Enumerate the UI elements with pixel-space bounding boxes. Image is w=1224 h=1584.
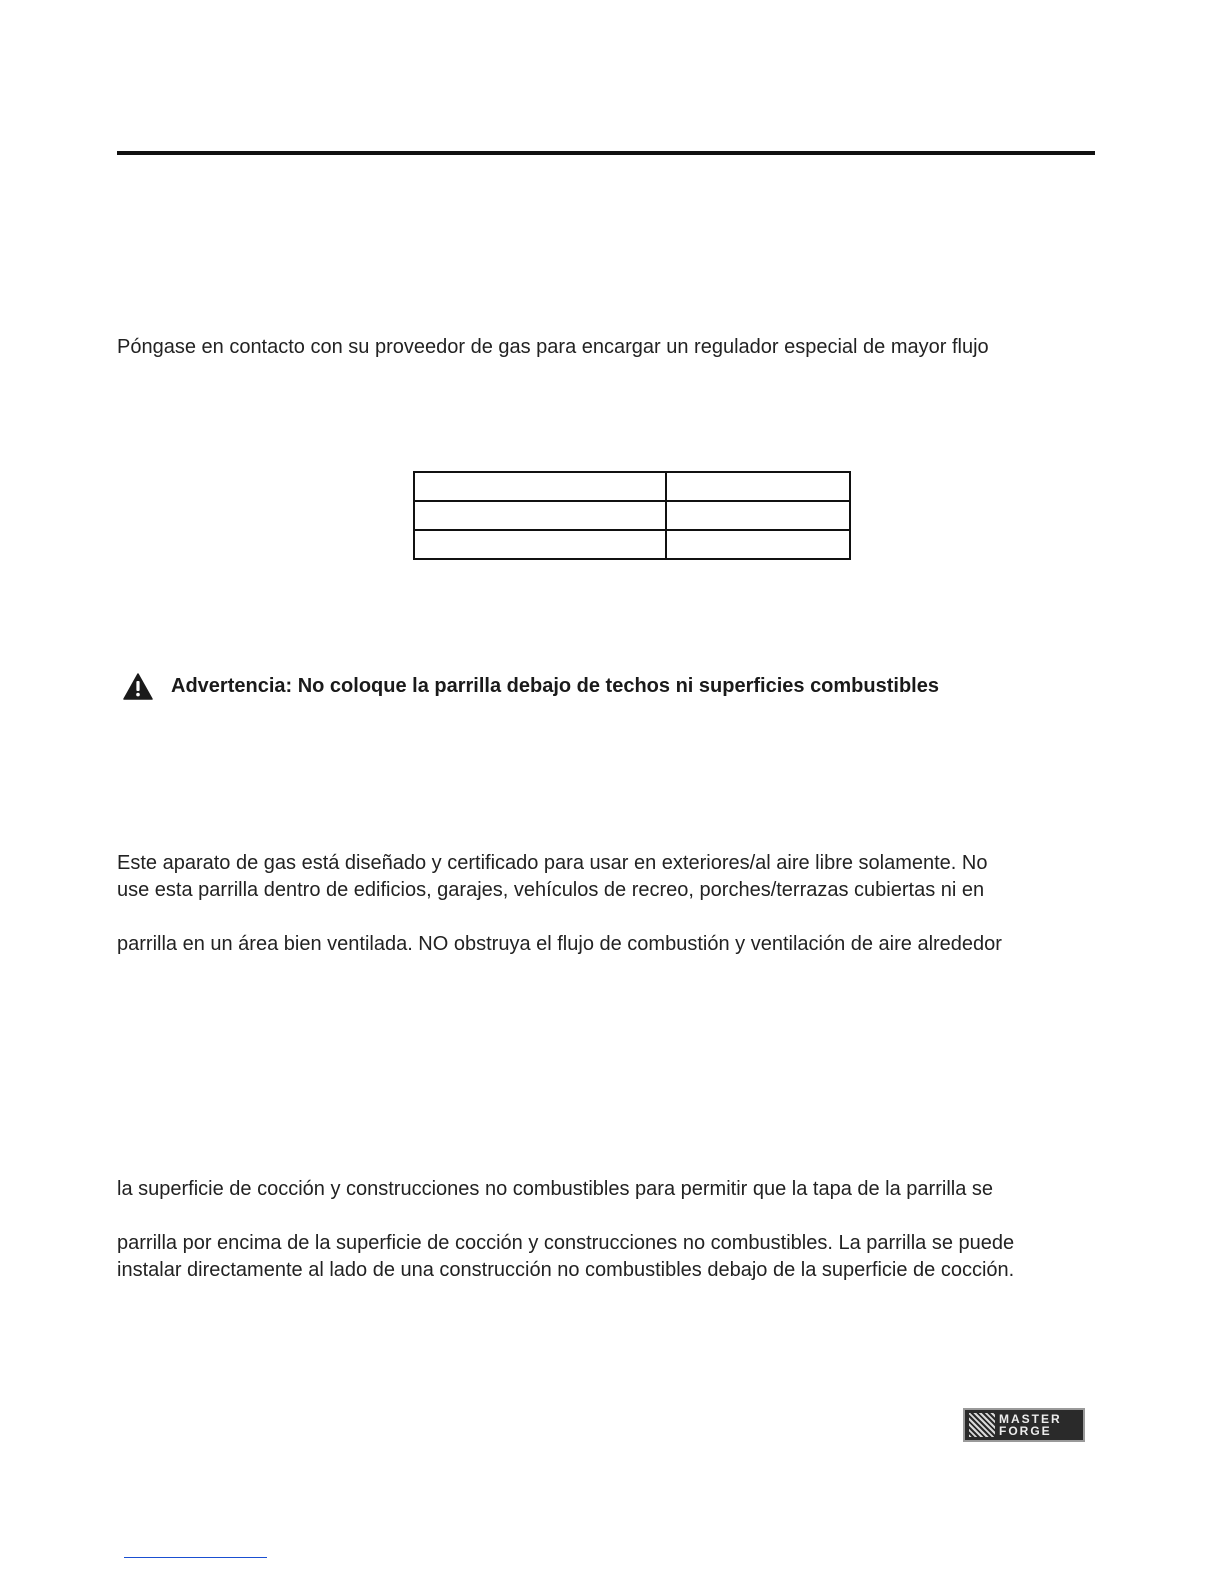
table-cell — [666, 530, 850, 559]
regulator-paragraph: Póngase en contacto con su proveedor de gas para encargar un regulador especial de mayor flujo — [117, 336, 989, 358]
logo-wordmark — [999, 1413, 1062, 1437]
master-forge-logo — [963, 1408, 1085, 1442]
clearance-paragraph-line-1: la superficie de cocción y construcciones no combustibles para permitir que la tapa de la parrilla se — [117, 1178, 994, 1200]
logo-line-2: FORGE — [999, 1424, 1052, 1438]
header-rule — [117, 151, 1095, 155]
table-row — [414, 501, 850, 530]
warning-triangle-icon — [123, 673, 153, 700]
table-row — [414, 530, 850, 559]
outdoor-paragraph-line-1: Este aparato de gas está diseñado y certificado para usar en exteriores/al aire libre solamente. No — [117, 852, 988, 874]
clearance-paragraph-line-2: parrilla por encima de la superficie de cocción y construcciones no combustibles. La parrilla se puede — [117, 1232, 1015, 1254]
outdoor-paragraph-line-3: parrilla en un área bien ventilada. NO obstruya el flujo de combustión y ventilación de aire alrededor — [117, 933, 1002, 955]
table-cell — [414, 501, 666, 530]
logo-line-1: MASTER — [999, 1412, 1062, 1426]
table-cell — [666, 501, 850, 530]
warning-text: Advertencia: No coloque la parrilla debajo de techos ni superficies combustibles — [171, 675, 939, 697]
clearance-paragraph-line-3: instalar directamente al lado de una construcción no combustibles debajo de la superficie de cocción. — [117, 1259, 1015, 1281]
spec-table — [413, 471, 851, 560]
table-cell — [666, 472, 850, 501]
outdoor-paragraph-line-2: use esta parrilla dentro de edificios, garajes, vehículos de recreo, porches/terrazas cubiertas ni en — [117, 879, 985, 901]
table-cell — [414, 472, 666, 501]
warning-callout — [123, 673, 939, 700]
footer-link-underline[interactable] — [124, 1557, 267, 1558]
logo-mark — [969, 1413, 995, 1437]
table-cell — [414, 530, 666, 559]
table-row — [414, 472, 850, 501]
